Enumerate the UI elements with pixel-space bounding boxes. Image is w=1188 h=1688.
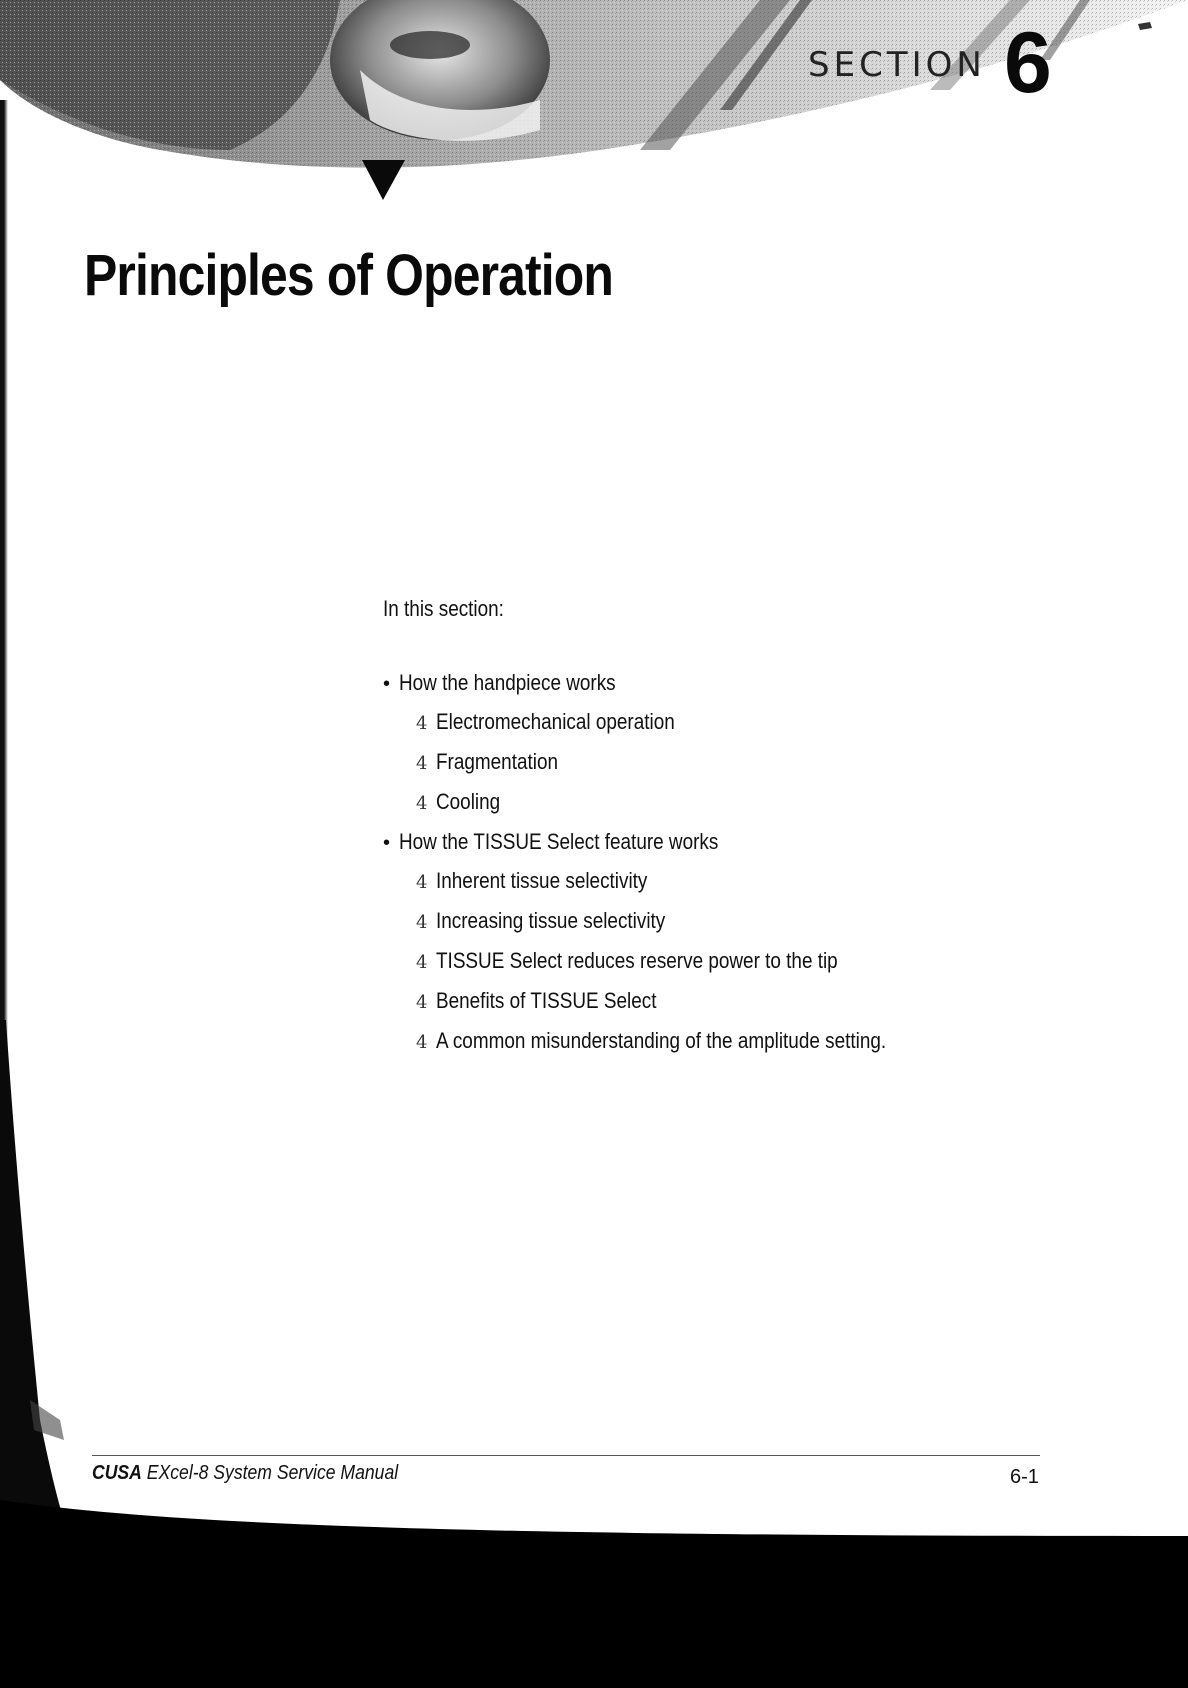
- footer-manual-name: EXcel-8 System Service Manual: [141, 1462, 399, 1484]
- subtopic-label: A common misunderstanding of the amplitude setting.: [436, 1028, 887, 1053]
- arrow-marker-icon: 4: [416, 1032, 428, 1053]
- footer-brand: CUSA: [92, 1462, 142, 1484]
- topic-item: [383, 823, 1043, 1062]
- topic-list: [383, 664, 1043, 1062]
- subtopic-label: TISSUE Select reduces reserve power to the tip: [436, 948, 838, 973]
- bullet-icon: •: [383, 832, 391, 854]
- arrow-marker-icon: 4: [416, 713, 428, 734]
- arrow-marker-icon: 4: [416, 793, 428, 814]
- subtopic-list: [383, 862, 1043, 1062]
- subtopic-label: Cooling: [436, 789, 501, 814]
- contents-intro: In this section:: [383, 596, 504, 621]
- arrow-marker-icon: 4: [416, 912, 428, 933]
- subtopic-list: [383, 703, 1043, 823]
- footer-manual-title: [92, 1462, 398, 1485]
- footer-page-number: 6-1: [1010, 1466, 1039, 1488]
- page-title: Principles of Operation: [84, 243, 614, 308]
- section-contents: [383, 596, 1043, 1062]
- subtopic-label: Fragmentation: [436, 749, 558, 774]
- bullet-icon: •: [383, 673, 391, 695]
- subtopic-item: [416, 942, 1043, 982]
- arrow-marker-icon: 4: [416, 872, 428, 893]
- section-label: SECTION: [808, 45, 986, 85]
- subtopic-item: [416, 703, 1043, 743]
- subtopic-item: [416, 743, 1043, 783]
- subtopic-label: Electromechanical operation: [436, 709, 675, 734]
- arrow-marker-icon: 4: [416, 992, 428, 1013]
- subtopic-item: [416, 783, 1043, 823]
- topic-label: How the handpiece works: [399, 670, 616, 695]
- subtopic-item: [416, 902, 1043, 942]
- subtopic-item: [416, 1022, 1043, 1062]
- subtopic-label: Benefits of TISSUE Select: [436, 988, 657, 1013]
- topic-item: [383, 664, 1043, 823]
- scan-background: [0, 1536, 1188, 1688]
- subtopic-label: Increasing tissue selectivity: [436, 908, 666, 933]
- binding-edge-shadow: [0, 1020, 70, 1540]
- section-number: 6: [1004, 15, 1052, 111]
- arrow-marker-icon: 4: [416, 952, 428, 973]
- arrow-marker-icon: 4: [416, 753, 428, 774]
- topic-label: How the TISSUE Select feature works: [399, 829, 719, 854]
- subtopic-item: [416, 982, 1043, 1022]
- subtopic-label: Inherent tissue selectivity: [436, 868, 648, 893]
- footer-rule: [92, 1455, 1040, 1456]
- subtopic-item: [416, 862, 1043, 902]
